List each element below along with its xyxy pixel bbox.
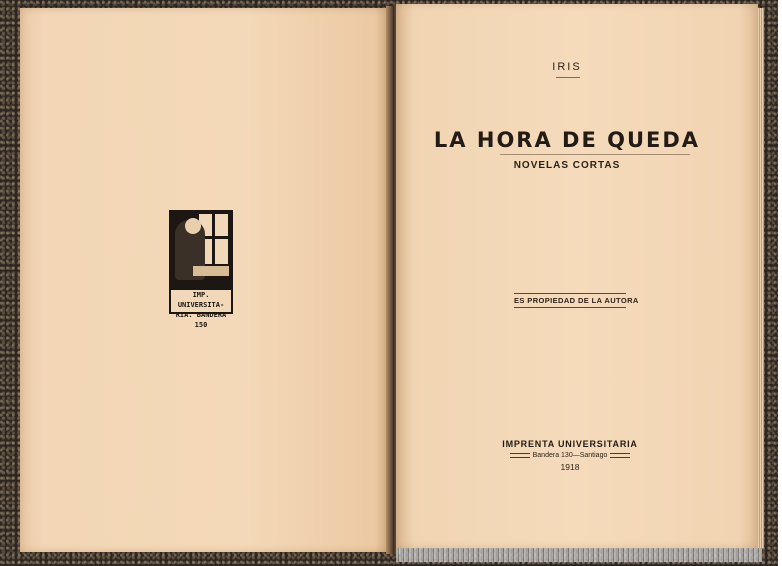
author-underline [556, 77, 580, 78]
bookplate-caption [171, 290, 231, 329]
bookplate-caption-line1: IMP. UNIVERSITA- [177, 291, 225, 309]
publication-year: 1918 [560, 462, 580, 472]
bookplate-woodcut [169, 210, 233, 329]
author-name: IRIS [552, 61, 582, 73]
book-subtitle: NOVELAS CORTAS [513, 160, 621, 171]
bookplate-caption-line2: RIA. BANDERA 150 [175, 311, 227, 329]
copyright-notice: ES PROPIEDAD DE LA AUTORA [514, 293, 626, 308]
page-edges [758, 8, 764, 548]
title-underline [500, 154, 690, 155]
printer-name: IMPRENTA UNIVERSITARIA [502, 439, 638, 449]
address-ornament-right [610, 453, 630, 458]
bookplate-head [185, 218, 201, 234]
printer-address: Bandera 130—Santiago [532, 452, 608, 459]
page-bottom-edge [396, 548, 762, 562]
printer-address-row [396, 452, 744, 459]
book-title: LA HORA DE QUEDA [433, 128, 701, 152]
bookplate-desk [193, 266, 229, 276]
address-ornament-left [510, 453, 530, 458]
